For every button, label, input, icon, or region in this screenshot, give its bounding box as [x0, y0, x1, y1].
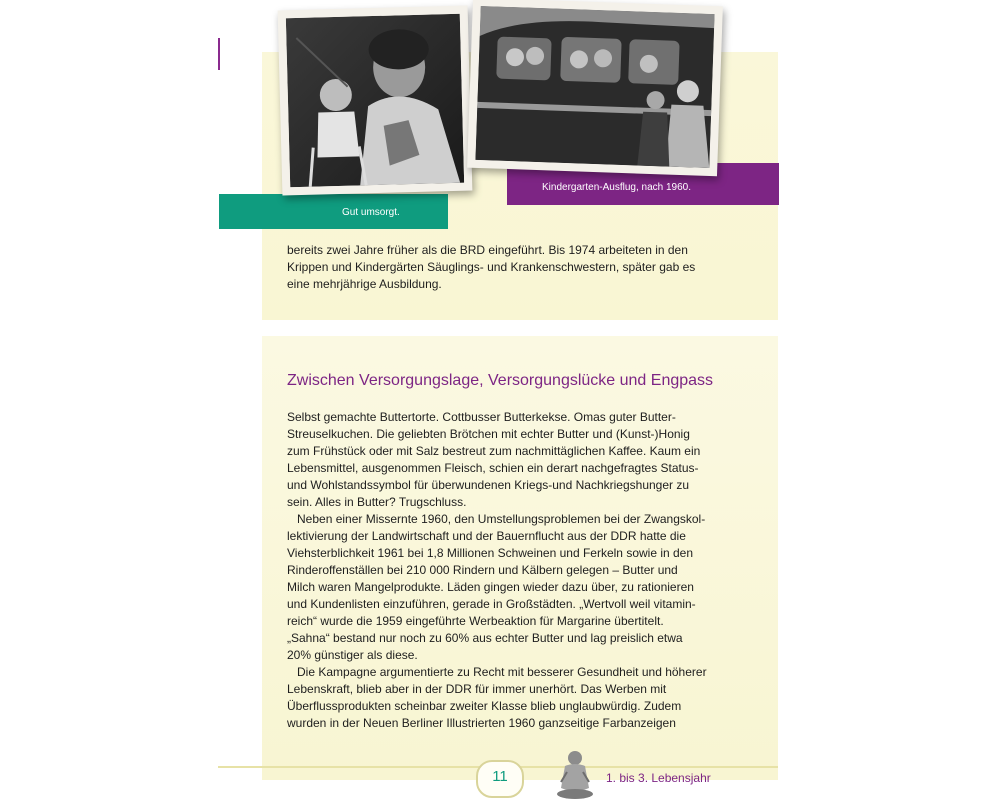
text-line: 20% günstiger als diese.: [287, 648, 418, 662]
text-line: „Sahna“ bestand nur noch zu 60% aus echter Butter und lag preislich etwa: [287, 631, 683, 645]
text-line: und Wohlstandssymbol für überwundenen Kriegs-und Nachkriegshunger zu: [287, 478, 690, 492]
photo-caption-left: Gut umsorgt.: [342, 207, 400, 218]
text-line: lektivierung der Landwirtschaft und der Bauernflucht aus der DDR hatte die: [287, 529, 686, 543]
text-line: und Kundenlisten einzuführen, gerade in Großstädten. „Wertvoll weil vitamin-: [287, 597, 696, 611]
photo-woman-child-image: [286, 14, 464, 187]
section-body: [287, 409, 757, 732]
text-line: eine mehrjährige Ausbildung.: [287, 277, 442, 291]
margin-mark: [218, 38, 220, 70]
text-line: Überflussprodukten scheinbar zweiter Klasse blieb unglaubwürdig. Zudem: [287, 699, 682, 713]
photo-kindergarten-ausflug: [467, 0, 723, 176]
text-line: sein. Alles in Butter? Trugschluss.: [287, 495, 467, 509]
text-line: zum Frühstück oder mit Salz bestreut zum nachmittäglichen Kaffee. Kaum ein: [287, 444, 701, 458]
running-head: 1. bis 3. Lebensjahr: [606, 771, 711, 785]
text-line: Neben einer Missernte 1960, den Umstellungsproblemen bei der Zwangskol-: [287, 512, 706, 526]
photo-gut-umsorgt: [278, 6, 473, 196]
photo-bus-children-image: [475, 6, 714, 168]
figurine-icon: [553, 748, 597, 800]
text-line: Lebensmittel, ausgenommen Fleisch, schien ein derart nachgefragtes Status-: [287, 461, 699, 475]
text-line: reich“ wurde die 1959 eingeführte Werbeaktion für Margarine übertitelt.: [287, 614, 664, 628]
text-line: Lebenskraft, blieb aber in der DDR für immer unerhört. Das Werben mit: [287, 682, 667, 696]
text-line: Selbst gemachte Buttertorte. Cottbusser Butterkekse. Omas guter Butter-: [287, 410, 676, 424]
section-heading: Zwischen Versorgungslage, Versorgungslücke und Engpass: [287, 372, 714, 389]
text-line: Die Kampagne argumentierte zu Recht mit besserer Gesundheit und höherer: [287, 665, 707, 679]
photo-caption-right: Kindergarten-Ausflug, nach 1960.: [542, 182, 691, 193]
text-line: Streuselkuchen. Die geliebten Brötchen mit echter Butter und (Kunst-)Honig: [287, 427, 690, 441]
intro-paragraph: [287, 242, 757, 293]
page-number: 11: [476, 760, 524, 798]
text-line: wurden in der Neuen Berliner Illustrierten 1960 ganzseitige Farbanzeigen: [287, 716, 676, 730]
caption-bar-left: [219, 194, 448, 229]
text-line: Milch waren Mangelprodukte. Läden gingen wieder dazu über, zu rationieren: [287, 580, 694, 594]
text-line: Viehsterblichkeit 1961 bei 1,8 Millionen Schweinen und Ferkeln sowie in den: [287, 546, 694, 560]
text-line: Krippen und Kindergärten Säuglings- und Krankenschwestern, später gab es: [287, 260, 696, 274]
text-line: bereits zwei Jahre früher als die BRD eingeführt. Bis 1974 arbeiteten in den: [287, 243, 688, 257]
text-line: Rinderoffenställen bei 210 000 Rindern und Kälbern gelegen – Butter und: [287, 563, 678, 577]
